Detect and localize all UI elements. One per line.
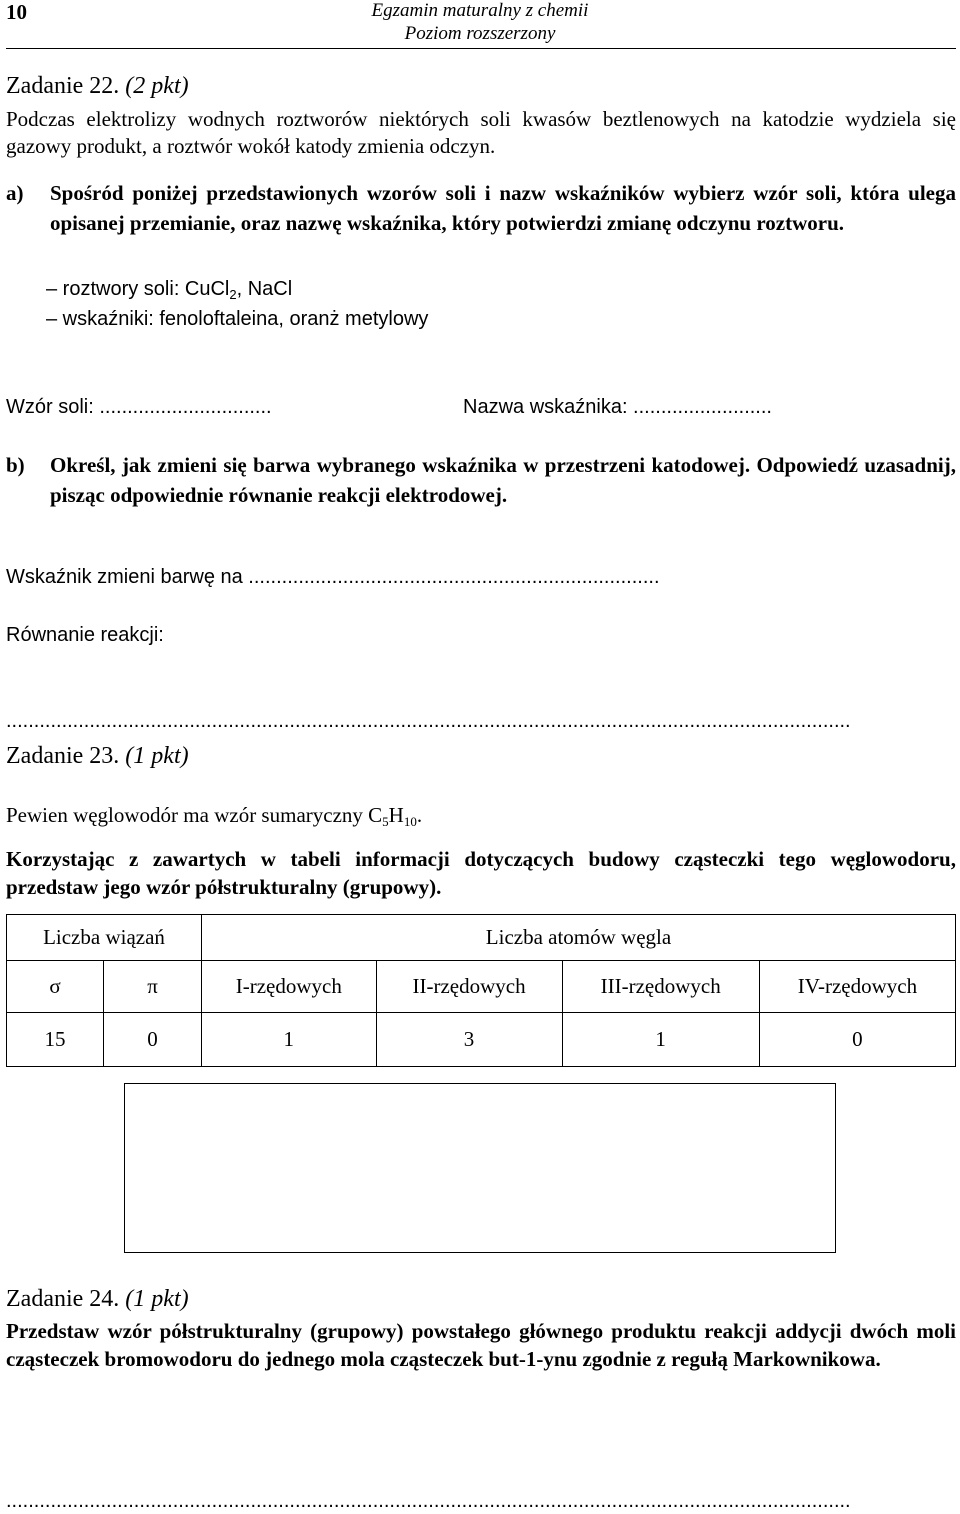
task-22a bbox=[6, 178, 956, 238]
value-sigma: 15 bbox=[7, 1013, 104, 1067]
color-change-answer[interactable]: Wskaźnik zmieni barwę na .......................................................................... bbox=[6, 566, 660, 588]
header-pi: π bbox=[104, 961, 202, 1013]
salts-subscript: 2 bbox=[229, 287, 237, 302]
intro-prefix: Pewien węglowodór ma wzór sumaryczny C bbox=[6, 803, 383, 827]
salt-formula-answer[interactable]: Wzór soli: ............................... bbox=[6, 396, 272, 418]
task-24-title bbox=[6, 1286, 189, 1313]
header-tertiary: III-rzędowych bbox=[562, 961, 759, 1013]
task-23-number: Zadanie 23. bbox=[6, 743, 120, 769]
intro-sub1: 5 bbox=[382, 814, 389, 829]
task-22-title bbox=[6, 73, 189, 100]
task-22-intro: Podczas elektrolizy wodnych roztworów niektórych soli kwasów beztlenowych na katodzie wydziela się gazowy produkt, a roztwór wokół katody zmienia odczyn. bbox=[6, 107, 956, 158]
task-22b-label: b) bbox=[6, 453, 25, 477]
value-tertiary: 1 bbox=[562, 1013, 759, 1067]
intro-sub2: 10 bbox=[403, 814, 417, 829]
header-title: Egzamin maturalny z chemii bbox=[371, 0, 589, 21]
header-subtitle: Poziom rozszerzony bbox=[404, 23, 556, 44]
page-number: 10 bbox=[6, 0, 27, 24]
task-23-title bbox=[6, 743, 189, 770]
indicators-list: – wskaźniki: fenoloftaleina, oranż metylowy bbox=[46, 308, 429, 330]
task-23-points: (1 pkt) bbox=[125, 743, 189, 769]
value-quaternary: 0 bbox=[759, 1013, 955, 1067]
header-quaternary: IV-rzędowych bbox=[759, 961, 955, 1013]
task-24-instruction: Przedstaw wzór półstrukturalny (grupowy) powstałego głównego produktu reakcji addycji dwóch moli cząsteczek bromowodoru do jednego mola cząsteczek but-1-ynu zgodnie z regułą Markownikowa. bbox=[6, 1319, 956, 1371]
task-24-points: (1 pkt) bbox=[125, 1286, 189, 1312]
intro-suffix: . bbox=[416, 803, 423, 827]
header-divider bbox=[6, 48, 956, 49]
task-22-points: (2 pkt) bbox=[125, 73, 189, 99]
salts-list bbox=[46, 278, 292, 301]
equation-label: Równanie reakcji: bbox=[6, 624, 164, 646]
task-23-intro bbox=[6, 802, 956, 829]
header-sigma: σ bbox=[7, 961, 104, 1013]
equation-answer-line[interactable]: ........................................................................................................................................................ bbox=[6, 710, 851, 732]
intro-mid: H bbox=[388, 803, 404, 827]
task-22b-text: Określ, jak zmieni się barwa wybranego wskaźnika w przestrzeni katodowej. Odpowiedź uzasadnij, pisząc odpowiednie równanie reakcji elektrodowej. bbox=[50, 453, 956, 507]
task-22a-label: a) bbox=[6, 181, 24, 205]
salts-suffix: , NaCl bbox=[236, 278, 293, 300]
task-23-instruction: Korzystając z zawartych w tabeli informacji dotyczących budowy cząsteczki tego węglowodoru, przedstaw jego wzór półstrukturalny (grupowy). bbox=[6, 847, 956, 899]
answer-box[interactable] bbox=[124, 1083, 836, 1253]
task-24-number: Zadanie 24. bbox=[6, 1286, 120, 1312]
task-22-number: Zadanie 22. bbox=[6, 73, 120, 99]
carbon-group-header: Liczba atomów węgla bbox=[202, 915, 956, 961]
value-pi: 0 bbox=[104, 1013, 202, 1067]
bonds-group-header: Liczba wiązań bbox=[7, 915, 202, 961]
salts-prefix: – roztwory soli: CuCl bbox=[46, 278, 230, 300]
value-primary: 1 bbox=[202, 1013, 377, 1067]
header-primary: I-rzędowych bbox=[202, 961, 377, 1013]
value-secondary: 3 bbox=[376, 1013, 562, 1067]
header-secondary: II-rzędowych bbox=[376, 961, 562, 1013]
task-24-answer-line[interactable]: ........................................................................................................................................................ bbox=[6, 1490, 851, 1512]
indicator-name-answer[interactable]: Nazwa wskaźnika: ......................... bbox=[463, 396, 772, 418]
task-22b bbox=[6, 450, 956, 510]
task-22a-text: Spośród poniżej przedstawionych wzorów soli i nazw wskaźników wybierz wzór soli, która ulega opisanej przemianie, oraz nazwę wskaźnika, który potwierdzi zmianę odczynu roztworu. bbox=[50, 181, 956, 235]
bonds-table bbox=[6, 914, 956, 1067]
